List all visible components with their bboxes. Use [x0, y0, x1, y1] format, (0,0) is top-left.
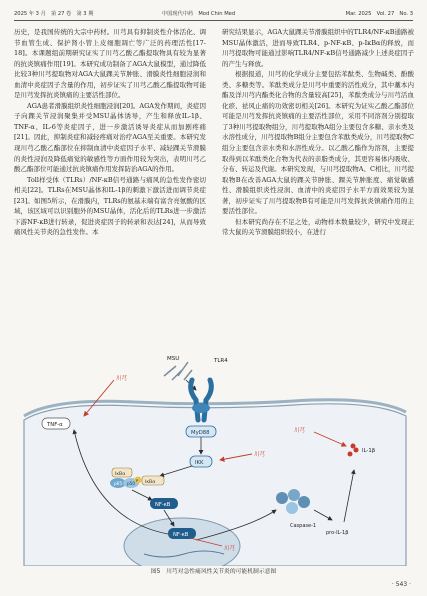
- pro-il1b-label: pro-IL-1β: [326, 530, 349, 536]
- chuanxiong-label: 川芎: [254, 452, 266, 458]
- myd88-label: MyD88: [191, 430, 210, 436]
- paragraph: 研究结果显示，AGA大鼠踝关节滑膜组织中的TLR4/NF-κB通路被MSU晶体激活，进而导致TLR4、p-NF-κB、p-IκBα的释放，而川芎提取物可能通过影响TLR4/NF-κB信号通路减少上述炎症因子的产生与释放。: [222, 28, 414, 68]
- paragraph: AGA患者滑膜组织炎性细胞浸润[20]。AGA发作期间，炎症因子向踝关节浸润聚集并受MSU晶体诱导，产生和释放IL-1β、TNF-α、IL-6等炎症因子，进一步激活诱导炎症从而加剧疼痛[21]。因此，抑制炎症和减轻疼痛对治疗AGA至关重要。本研究发现川芎乙酸乙酯部位在抑制血清中炎症因子水平、减轻踝关节滑膜的炎性浸润及降低痛觉的敏感性等方面作用较为突出，表明川芎乙酸乙酯部位可能通过抗炎镇痛作用发挥防治AGA的作用。: [14, 101, 206, 174]
- chuanxiong-label: 川芎: [116, 376, 128, 382]
- mechanism-diagram: [14, 350, 413, 566]
- header-issue-cn: 2025 年 3 月 第 27 卷 第 3 期: [14, 11, 94, 17]
- paragraph: 根据报道，川芎的化学成分主要包括苯酞类、生物碱类、酚酸类、多糖类等。苯酞类成分是川芎中重要的活性成分，其中藁本内酯及洋川芎内酯类化合物的含量较高[25]，苯酞类成分与川芎活血化瘀、祛风止痛的功效密切相关[26]。本研究为证实乙酸乙酯部位可能是川芎发挥抗炎镇痛的主要活性部位，采用不同溶剂分别提取了3种川芎提取物组分，川芎提取物A组分主要包含多糖、亲水类及水溶性成分，川芎提取物B组分主要包含苯酞类成分，川芎提取物C组分主要包含亲水类和水溶性成分。以乙酸乙酯作为溶剂，主要提取得到以苯酞类化合物为代表的亲脂类成分，其更容易体内吸收、分布、转运及代谢。本研究发现，与川芎提取物A、C相比，川芎提取物B在改善AGA大鼠的踝关节肿胀、踝关节肿胀度、痛觉敏感性、滑膜组织炎性浸润、血清中的炎症因子水平方面效果较为显著，初步证实了川芎提取物B有可能是川芎发挥抗炎镇痛作用的主要活性部位。: [222, 70, 414, 216]
- p65-label: p65: [114, 481, 122, 486]
- chuanxiong-label: 川芎: [224, 546, 236, 552]
- il1b-dot: [348, 452, 353, 457]
- mechanism-figure: [14, 350, 413, 566]
- left-column: [14, 27, 206, 349]
- phospho-mark: P: [136, 478, 139, 483]
- ikk-label: IKK: [195, 460, 204, 466]
- p50-label: p50: [127, 481, 135, 486]
- right-column: [222, 27, 414, 349]
- p-ikba-label: IκBα: [145, 480, 156, 485]
- chuanxiong-label: 川芎: [294, 428, 306, 434]
- caspase-label: Caspase-1: [290, 523, 317, 529]
- il1b-dot: [354, 448, 359, 453]
- header-issue-en: Mar. 2025 Vol. 27 No. 3: [345, 11, 413, 17]
- figure-caption: 图5 川芎对急性痛风性关节炎的可能机制示意图: [150, 569, 277, 575]
- page-number: · 543 ·: [391, 581, 411, 588]
- msu-label: MSU: [167, 356, 180, 362]
- tnf-label: TNF-α: [47, 422, 63, 428]
- msu-crystals: [164, 362, 192, 380]
- il1b-label: IL-1β: [362, 448, 376, 454]
- header-journal: 中国现代中药 Mod Chin Med: [162, 11, 236, 17]
- il1b-dot: [351, 444, 356, 449]
- nfkb-cyto-label: NF-κB: [155, 502, 171, 508]
- paragraph: 历史，是我国传统的大宗中药材。川芎具有抑制炎性介体活化、调节血管生成、保护肾小管上皮细胞凋亡等广泛的药理活性[17-18]。本课题组前期研究证实了川芎乙酸乙酯提取物具有较为显著的抗炎镇痛作用[19]。本研究成功制备了AGA大鼠模型，通过降低比较3种川芎提取物对AGA大鼠踝关节肿胀、滑膜炎性细胞浸润和血清中炎症因子含量的作用，初步证实了川芎乙酸乙酯提取物可能是川芎发挥抗炎镇痛的主要活性部位。: [14, 28, 206, 100]
- running-header: [14, 9, 413, 21]
- ikba-label: IκBα: [115, 472, 126, 477]
- tlr4-label: TLR4: [214, 358, 228, 364]
- nfkb-nuc-label: NF-κB: [173, 532, 189, 538]
- paragraph: Toll样受体（TLRs）/NF-κB信号通路与痛风的急性发作密切相关[22]。TLRs在MSU晶体和IL-1β的刺激下激活进而调节炎症[23]。如图5所示，在滑膜内，TLRs的氨基末端有富含亮氨酸的区域，该区域可以识别胞外的MSU晶体，活化后的TLRs进一步激活下游NF-κB进行转录，促进炎症因子的转录和表达[24]，从而导致痛风性关节炎的急性发作。本: [14, 175, 206, 237]
- paragraph: 但本研究尚存在不足之处，动物样本数量较少，研究中发现正常大鼠的关节滑膜组织较小，在进行: [222, 217, 414, 237]
